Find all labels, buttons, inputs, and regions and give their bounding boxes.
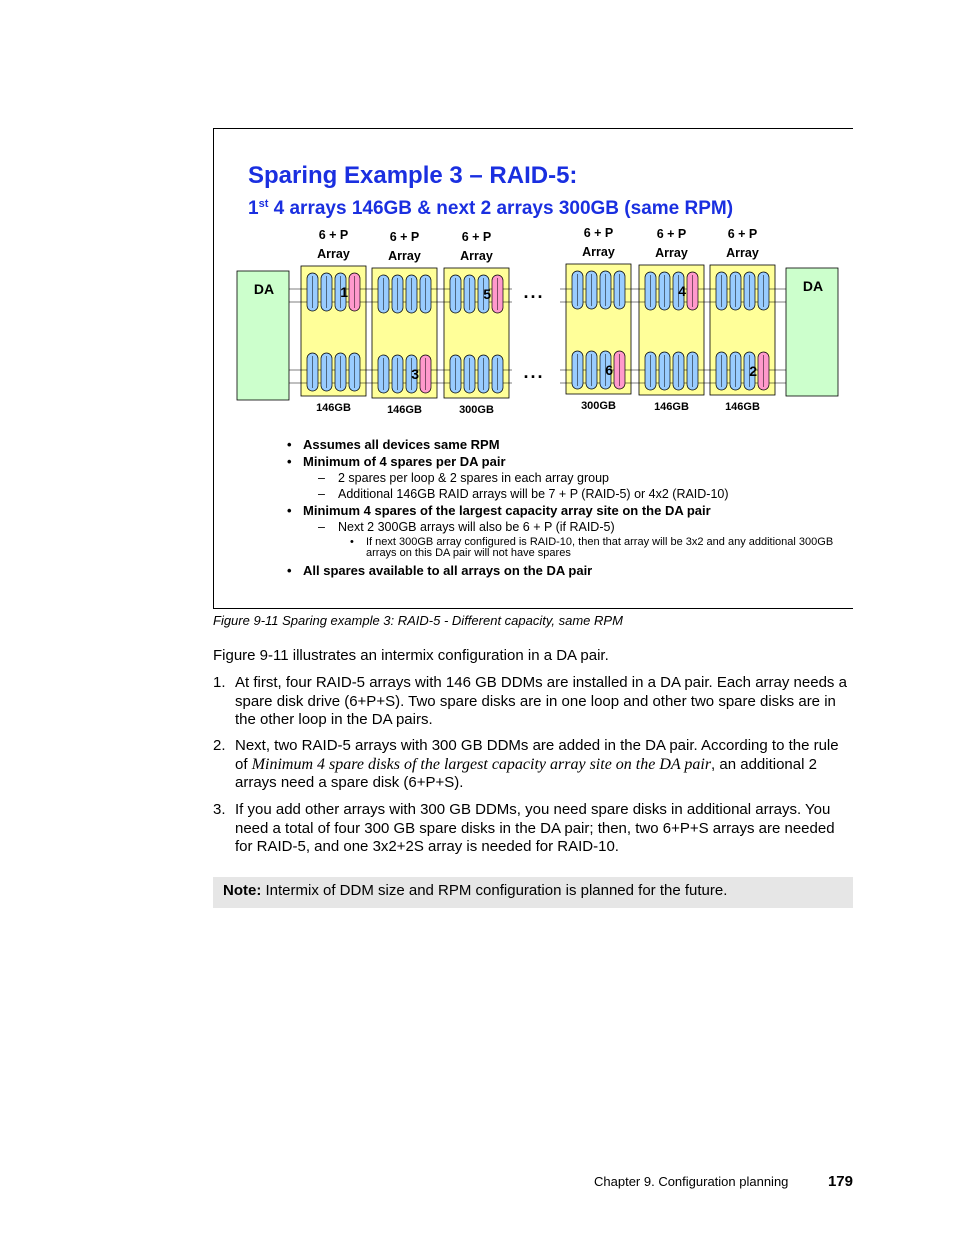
bullet-item: • Minimum 4 spares of the largest capacity array site on the DA pair xyxy=(287,502,847,519)
list-number: 2. xyxy=(213,737,226,754)
list-number: 1. xyxy=(213,674,226,691)
da-label-left: DA xyxy=(253,281,275,297)
subtitle-prefix: 1 xyxy=(248,198,259,219)
array-capacity-label: 300GB xyxy=(459,404,494,416)
array-label-line2: Array xyxy=(582,245,615,259)
spare-number: 1 xyxy=(340,284,348,300)
subtitle-superscript: st xyxy=(258,198,269,210)
array-label-line2: Array xyxy=(726,246,759,260)
array-label-line1: 6 + P xyxy=(461,230,492,244)
footer-chapter: Chapter 9. Configuration planning xyxy=(594,1174,789,1189)
page-number: 179 xyxy=(827,1173,853,1190)
figure-caption: Figure 9-11 Sparing example 3: RAID-5 - Different capacity, same RPM xyxy=(213,613,623,628)
array-label-line2: Array xyxy=(388,249,421,263)
array-capacity-label: 146GB xyxy=(725,401,760,413)
note-text: Intermix of DDM size and RPM configuration is planned for the future. xyxy=(261,882,728,899)
array-capacity-label: 300GB xyxy=(581,400,616,412)
sub-sub-bullet-item: • If next 300GB array configured is RAID-10, then that array will be 3x2 and any additional 300GB arrays on this DA pair will not have spares xyxy=(287,537,847,559)
note-box xyxy=(213,877,853,908)
list-text-part: , an additional 2 arrays need a spare disk (6+P+S). xyxy=(235,755,817,791)
bullet-item: • Minimum of 4 spares per DA pair xyxy=(287,453,847,470)
figure-title: Sparing Example 3 – RAID-5: xyxy=(248,162,578,189)
ellipsis-top: ... xyxy=(523,282,545,302)
list-text: At first, four RAID-5 arrays with 146 GB DDMs are installed in a DA pair. Each array needs a spare disk drive (6+P+S). Two spare disks are in one loop and other two spare disks are in the other loop in the DA pairs. xyxy=(235,674,847,728)
da-label-right: DA xyxy=(802,278,824,294)
spare-number: 3 xyxy=(411,366,419,382)
array-label-line2: Array xyxy=(460,249,493,263)
array-label-line2: Array xyxy=(655,246,688,260)
spare-number: 5 xyxy=(483,286,491,302)
sub-bullet-item: – Next 2 300GB arrays will also be 6 + P (if RAID-5) xyxy=(287,519,847,535)
array-label-line1: 6 + P xyxy=(389,230,420,244)
sub-bullet-item: – Additional 146GB RAID arrays will be 7 + P (RAID-5) or 4x2 (RAID-10) xyxy=(287,486,847,502)
list-number: 3. xyxy=(213,801,226,818)
list-text xyxy=(235,737,855,793)
array-label-line2: Array xyxy=(317,247,350,261)
bullet-item: • All spares available to all arrays on the DA pair xyxy=(287,562,847,579)
spare-number: 2 xyxy=(749,363,757,379)
array-capacity-label: 146GB xyxy=(387,404,422,416)
list-text-part: Next, two RAID-5 arrays with 300 GB DDMs are added in the DA pair. According to the rule of xyxy=(235,737,839,773)
ellipsis-bottom: ... xyxy=(523,362,545,382)
sparing-diagram xyxy=(0,0,954,440)
spare-number: 4 xyxy=(678,283,686,299)
array-capacity-label: 146GB xyxy=(316,402,351,414)
figure-bullets xyxy=(287,436,847,579)
list-text: If you add other arrays with 300 GB DDMs, you need spare disks in additional arrays. You need a total of four 300 GB spare disks in the DA pair; then, two 6+P+S arrays are needed for RAID-5, and one 3x2+2S array is needed for RAID-10. xyxy=(235,801,835,855)
note-label: Note: xyxy=(223,882,262,899)
bullet-item: • Assumes all devices same RPM xyxy=(287,436,847,453)
spare-number: 6 xyxy=(605,362,613,378)
array-capacity-label: 146GB xyxy=(654,401,689,413)
sub-bullet-item: – 2 spares per loop & 2 spares in each array group xyxy=(287,470,847,486)
array-label-line1: 6 + P xyxy=(656,227,687,241)
array-label-line1: 6 + P xyxy=(727,227,758,241)
array-label-line1: 6 + P xyxy=(583,226,614,240)
array-label-line1: 6 + P xyxy=(318,228,349,242)
intro-paragraph: Figure 9-11 illustrates an intermix configuration in a DA pair. xyxy=(213,647,609,664)
subtitle-text: 4 arrays 146GB & next 2 arrays 300GB (same RPM) xyxy=(268,198,734,219)
emphasized-rule: Minimum 4 spare disks of the largest capacity array site on the DA pair xyxy=(251,755,712,773)
